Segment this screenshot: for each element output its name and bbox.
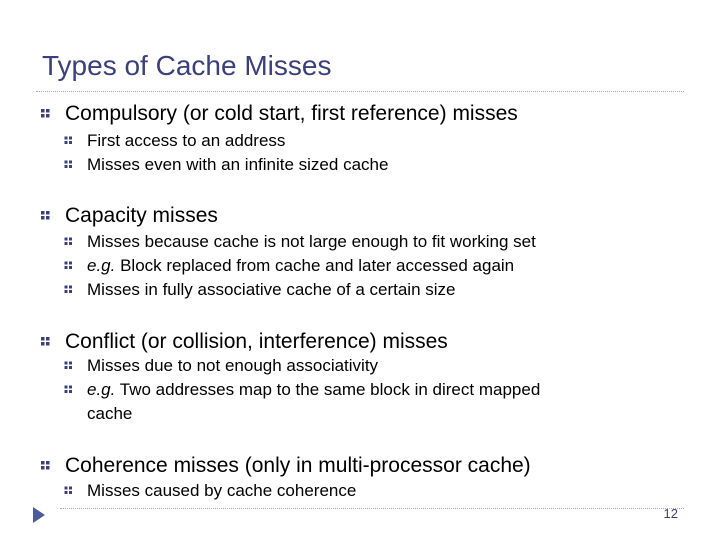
list-item: Misses because cache is not large enough to fit working set — [87, 232, 536, 251]
list-item: Misses caused by cache coherence — [87, 481, 357, 500]
section-heading-conflict: Conflict (or collision, interference) misses — [65, 330, 448, 353]
section-heading-coherence: Coherence misses (only in multi-processor cache) — [65, 454, 531, 477]
square-bullet-icon — [63, 360, 74, 371]
square-bullet-icon — [63, 260, 74, 271]
square-bullet-icon — [39, 107, 52, 120]
page-number: 12 — [663, 506, 678, 521]
list-item: Misses due to not enough associativity — [87, 356, 379, 375]
title-divider — [36, 91, 684, 92]
eg-emphasis: e.g. — [87, 256, 116, 275]
square-bullet-icon — [63, 485, 74, 496]
square-bullet-icon — [39, 209, 52, 222]
square-bullet-icon — [63, 135, 74, 146]
list-item-text: Two addresses map to the same block in direct mapped — [115, 380, 541, 399]
list-item-text: Block replaced from cache and later accessed again — [115, 256, 515, 275]
list-item — [87, 256, 514, 276]
triangle-arrow-icon[interactable] — [32, 506, 46, 524]
square-bullet-icon — [63, 159, 74, 170]
list-item — [87, 380, 540, 400]
list-item: First access to an address — [87, 131, 286, 150]
section-heading-compulsory: Compulsory (or cold start, first reference) misses — [65, 102, 518, 125]
list-item-continuation: cache — [87, 404, 133, 423]
list-item: Misses even with an infinite sized cache — [87, 155, 389, 174]
list-item: Misses in fully associative cache of a certain size — [87, 280, 456, 299]
slide-title: Types of Cache Misses — [42, 50, 332, 81]
square-bullet-icon — [63, 236, 74, 247]
square-bullet-icon — [39, 459, 52, 472]
square-bullet-icon — [63, 284, 74, 295]
square-bullet-icon — [63, 384, 74, 395]
square-bullet-icon — [39, 335, 52, 348]
eg-emphasis: e.g. — [87, 380, 116, 399]
footer-divider — [60, 508, 684, 509]
section-heading-capacity: Capacity misses — [65, 204, 218, 227]
